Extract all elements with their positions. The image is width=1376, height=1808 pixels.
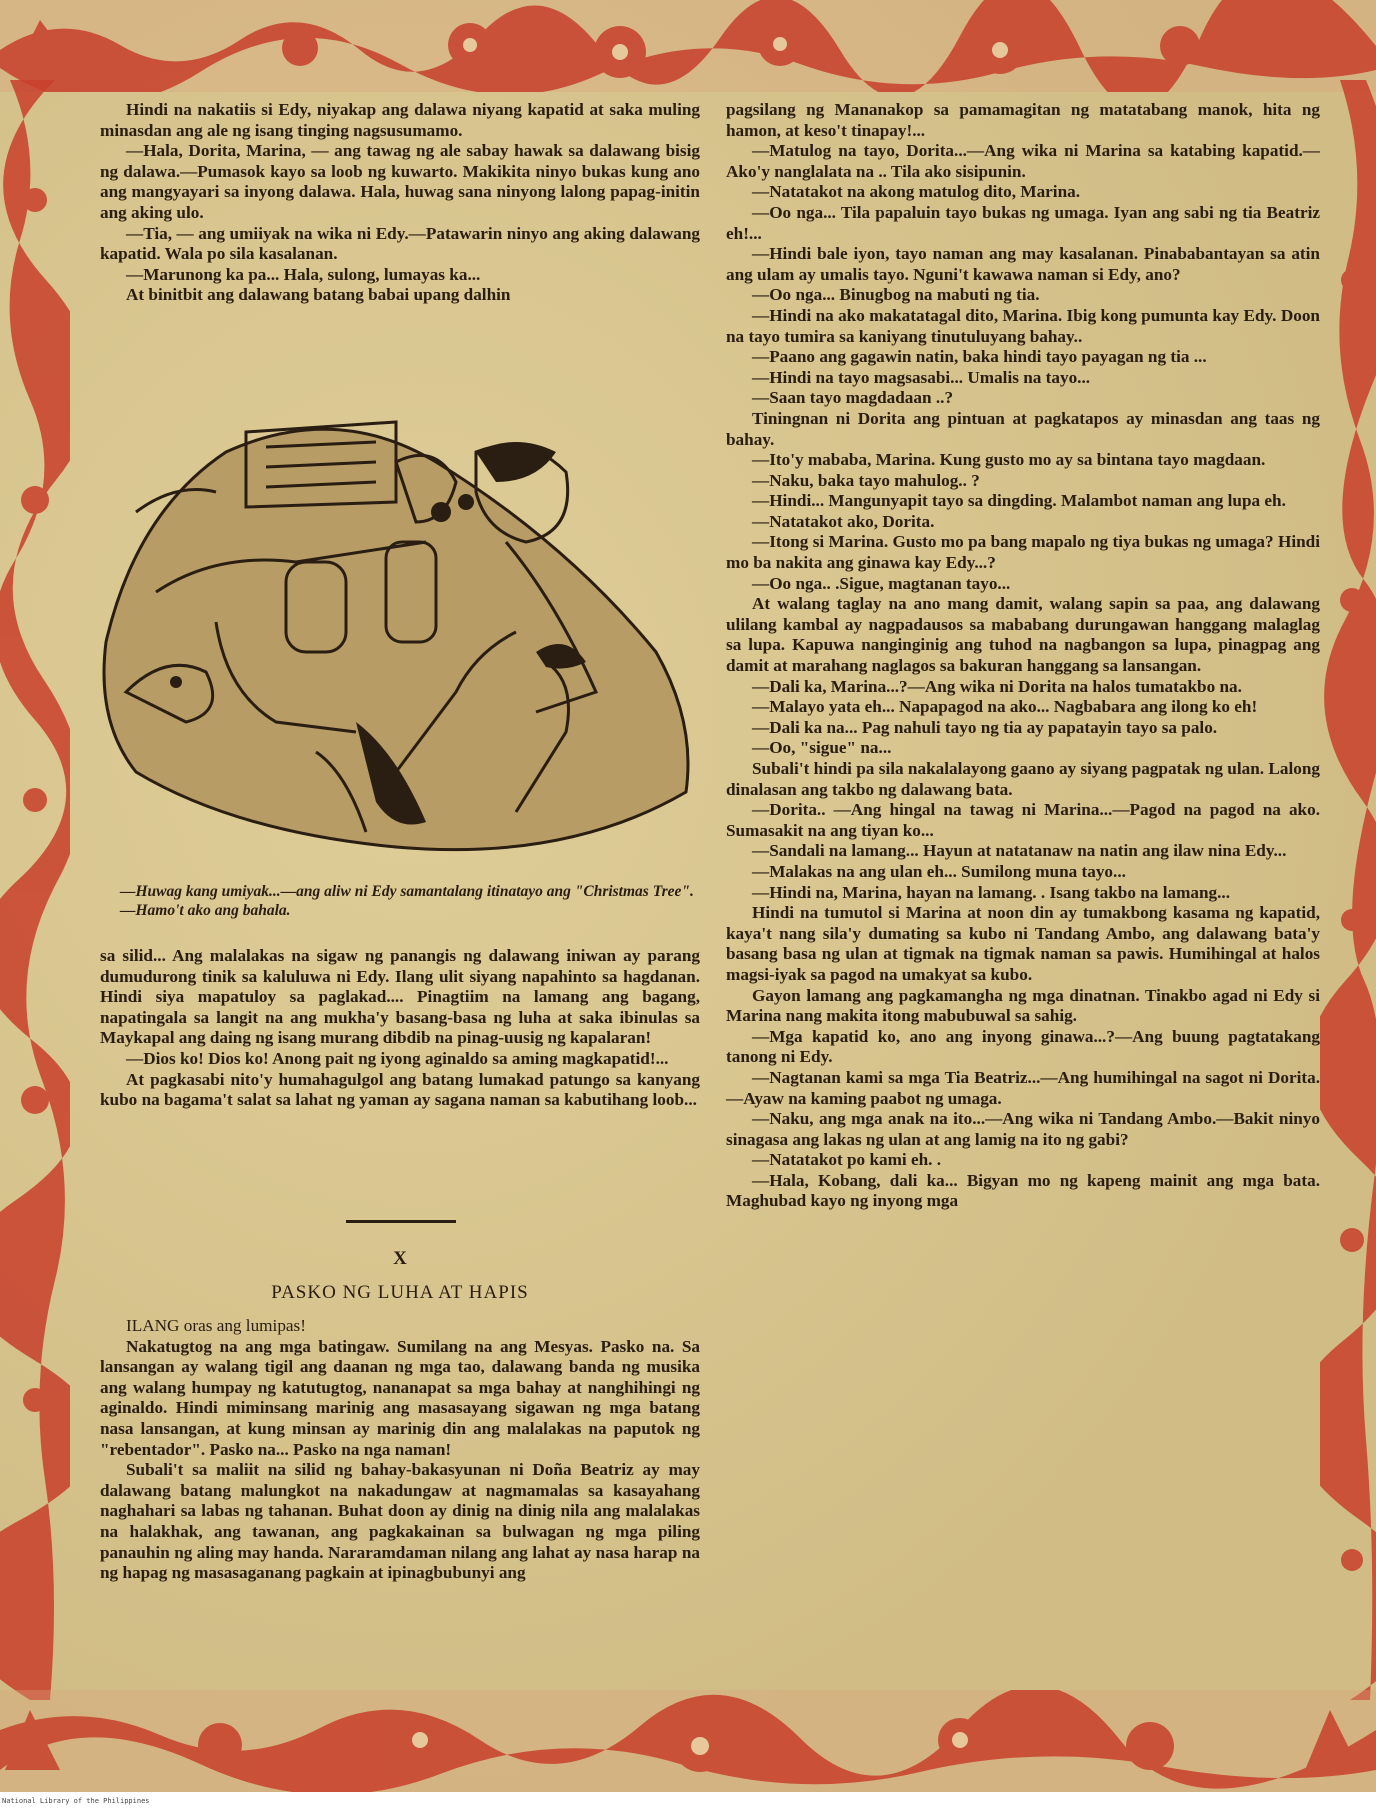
chapter-number: X	[393, 1248, 407, 1269]
paragraph: Tiningnan ni Dorita ang pintuan at pagkatapos ay minasdan ang taas ng bahay.	[726, 408, 1320, 449]
paragraph: —Oo, "sigue" na...	[752, 738, 892, 758]
paragraph: —Sandali na lamang... Hayun at natatanaw na natin ang ilaw nina Edy...	[752, 841, 1287, 861]
decorative-border-right	[1320, 80, 1376, 1700]
paragraph: —Hala, Dorita, Marina, — ang tawag ng ale sabay hawak sa dalawang bisig ng dalawa.—Pumasok kayo sa loob ng kuwarto. Makikita ninyo bukas kung ano ang mangyayari sa inyong dalawa. Hala, huwag sana ninyong lalong papag-initin ang aking ulo.	[100, 141, 700, 222]
paragraph: At pagkasabi nito'y humahagulgol ang batang lumakad patungo sa kanyang kubo na bagama't salat sa lahat ng yaman ay sagana naman sa kabutihang loob...	[100, 1069, 700, 1110]
paragraph: —Dali ka na... Pag nahuli tayo ng tia ay papatayin tayo sa palo.	[752, 717, 1218, 737]
paragraph: —Mga kapatid ko, ano ang inyong ginawa...?—Ang buung pagtatakang tanong ni Edy.	[726, 1026, 1320, 1067]
paragraph: Subali't sa maliit na silid ng bahay-bakasyunan ni Doña Beatriz ay may dalawang batang malungkot na nakadungaw at nagmamalas sa kasayahang naghahari sa labas ng tahanan. Buhat doon ay dinig na dinig nila ang malalakas na halakhak, ang tawanan, ang pagkakainan sa bulwagan ng mga piling panauhin ng aling may handa. Nararamdaman nilang ang lahat ay nasa harap na ng hapag ng masasaganang pagkain at ipinagbubunyi ang	[100, 1460, 700, 1583]
paragraph: At walang taglay na ano mang damit, walang sapin sa paa, ang dalawang ulilang kambal ay nagpadausos sa mababang durungawan hanggang malaglag sa lupa. Kapuwa nanginginig ang tuhod na nagbangon sa lupa, pinagpag ang damit at marahang naglagos sa bakuran hanggang sa lansangan.	[726, 594, 1320, 676]
chapter-body	[100, 1316, 700, 1584]
footer-credit: National Library of the Philippines	[0, 1794, 1376, 1808]
paragraph: —Hindi na, Marina, hayan na lamang. . Isang takbo na lamang...	[752, 882, 1231, 902]
paragraph: Hindi na nakatiis si Edy, niyakap ang dalawa niyang kapatid at saka muling minasdan ang ale ng isang tinging nagsusumamo.	[100, 100, 700, 140]
paragraph: —Malakas na ang ulan eh... Sumilong muna tayo...	[752, 861, 1126, 881]
paragraph: —Matulog na tayo, Dorita...—Ang wika ni Marina sa katabing kapatid.—Ako'y nanglalata na .. Tila ako sisipunin.	[726, 141, 1320, 181]
paragraph: Gayon lamang ang pagkamangha ng mga dinatnan. Tinakbo agad ni Edy si Marina nang makita itong mabubuwal sa sahig.	[726, 985, 1320, 1026]
left-column-top	[100, 100, 700, 306]
paragraph: sa silid... Ang malalakas na sigaw ng panangis ng dalawang iniwan ay parang dumudurong tinik sa kaluluwa ni Edy. Ilang ulit siyang napahinto sa hagdanan. Hindi siya mapatuloy sa paglakad.... Pinagtiim na lamang ang bagang, napatingala sa langit na ang mukha'y basang-basa ng luha at saka ibinulas sa Maykapal ang daing ng isang murang dibdib na pinag-uusig ng kapalaran!	[100, 946, 700, 1048]
paragraph: —Nagtanan kami sa mga Tia Beatriz...—Ang humihingal na sagot ni Dorita.—Ayaw na kaming paabot ng umaga.	[726, 1067, 1320, 1108]
paragraph: —Tia, — ang umiiyak na wika ni Edy.—Patawarin ninyo ang aking dalawang kapatid. Wala po sila kasalanan.	[100, 223, 700, 264]
christmas-tree-illustration	[96, 392, 706, 864]
right-column	[726, 100, 1320, 1212]
paragraph: Nakatugtog na ang mga batingaw. Sumilang na ang Mesyas. Pasko na. Sa lansangan ay walang tigil ang daanan ng mga tao, dalawang banda ng musika ang walang humpay ng katutugtog, nananapat sa mga bahay at nanghihingi ng aginaldo. Hindi miminsang marinig ang masasayang sigawan ng mga batang nasa lansangan, at kung minsan ay marinig din ang malalakas na paputok ng "rebentador". Pasko na... Pasko na nga naman!	[100, 1336, 700, 1459]
paragraph: —Hindi... Mangunyapit tayo sa dingding. Malambot naman ang lupa eh.	[752, 491, 1286, 511]
paragraph: —Hindi na tayo magsasabi... Umalis na tayo...	[752, 367, 1091, 387]
section-divider	[346, 1220, 456, 1223]
paragraph: —Naku, ang mga anak na ito...—Ang wika ni Tandang Ambo.—Bakit ninyo sinagasa ang lakas ng ulan at ang lamig na ito ng gabi?	[726, 1109, 1320, 1149]
paragraph: —Oo nga... Binugbog na mabuti ng tia.	[752, 285, 1040, 305]
paragraph: pagsilang ng Mananakop sa pamamagitan ng matatabang manok, hita ng hamon, at keso't tinapay!...	[726, 100, 1320, 140]
paragraph: —Oo nga.. .Sigue, magtanan tayo...	[752, 573, 1011, 593]
left-column-continued	[100, 946, 700, 1111]
paragraph: —Hala, Kobang, dali ka... Bigyan mo ng kapeng mainit ang mga bata. Maghubad kayo ng inyong mga	[726, 1170, 1320, 1211]
paragraph: Hindi na tumutol si Marina at noon din ay tumakbong kasama ng kapatid, kaya't nang sila'y dumating sa kubo ni Tandang Ambo, ang dalawang bata'y basang basa ng ulan at tigmak na tigmak naman sa pawis. Humihingal at halos magsi-iyak sa pagod na umakyat sa kubo.	[726, 903, 1320, 984]
decorative-border-bottom	[0, 1690, 1376, 1792]
chapter-title: PASKO NG LUHA AT HAPIS	[271, 1282, 529, 1303]
paragraph: —Dios ko! Dios ko! Anong pait ng iyong aginaldo sa aming magkapatid!...	[126, 1048, 669, 1068]
paragraph: —Naku, baka tayo mahulog.. ?	[752, 470, 980, 490]
paragraph: —Malayo yata eh... Napapagod na ako... Nagbabara ang ilong ko eh!	[752, 697, 1258, 717]
decorative-border-left	[0, 80, 70, 1700]
paragraph: Subali't hindi pa sila nakalalayong gaano ay siyang pagpatak ng ulan. Lalong dinalasan ang takbo ng dalawang bata.	[726, 759, 1320, 799]
paragraph: —Ito'y mababa, Marina. Kung gusto mo ay sa bintana tayo magdaan.	[752, 450, 1266, 470]
paragraph: —Natatakot na akong matulog dito, Marina.	[752, 182, 1081, 202]
paragraph: —Dali ka, Marina...?—Ang wika ni Dorita na halos tumatakbo na.	[752, 676, 1242, 696]
paragraph: —Hindi bale iyon, tayo naman ang may kasalanan. Pinababantayan sa atin ang ulam ay umalis tayo. Nguni't kawawa naman si Edy, ano?	[726, 244, 1320, 284]
illustration-caption: —Huwag kang umiyak...—ang aliw ni Edy samantalang itinatayo ang "Christmas Tree".—Hamo't ako ang bahala.	[120, 883, 694, 919]
paragraph: ILANG oras ang lumipas!	[126, 1316, 306, 1335]
paragraph: —Itong si Marina. Gusto mo pa bang mapalo ng tiya bukas ng umaga? Hindi mo ba nakita ang ginawa kay Edy...?	[726, 532, 1320, 573]
paragraph: —Paano ang gagawin natin, baka hindi tayo payagan ng tia ...	[752, 347, 1207, 367]
paragraph: —Natatakot ako, Dorita.	[752, 511, 935, 531]
paragraph: At binitbit ang dalawang batang babai upang dalhin	[126, 285, 511, 305]
paragraph: —Saan tayo magdadaan ..?	[752, 388, 954, 408]
paragraph: —Natatakot po kami eh. .	[752, 1150, 942, 1170]
paragraph: —Hindi na ako makatatagal dito, Marina. Ibig kong pumunta kay Edy. Doon na tayo tumira sa kaniyang tinutuluyang bahay..	[726, 305, 1320, 346]
paragraph: —Marunong ka pa... Hala, sulong, lumayas ka...	[126, 264, 481, 284]
paragraph: —Oo nga... Tila papaluin tayo bukas ng umaga. Iyan ang sabi ng tia Beatriz eh!...	[726, 202, 1320, 243]
paragraph: —Dorita.. —Ang hingal na tawag ni Marina...—Pagod na pagod na ako. Sumasakit na ang tiyan ko...	[726, 800, 1320, 840]
decorative-border-top	[0, 0, 1376, 92]
